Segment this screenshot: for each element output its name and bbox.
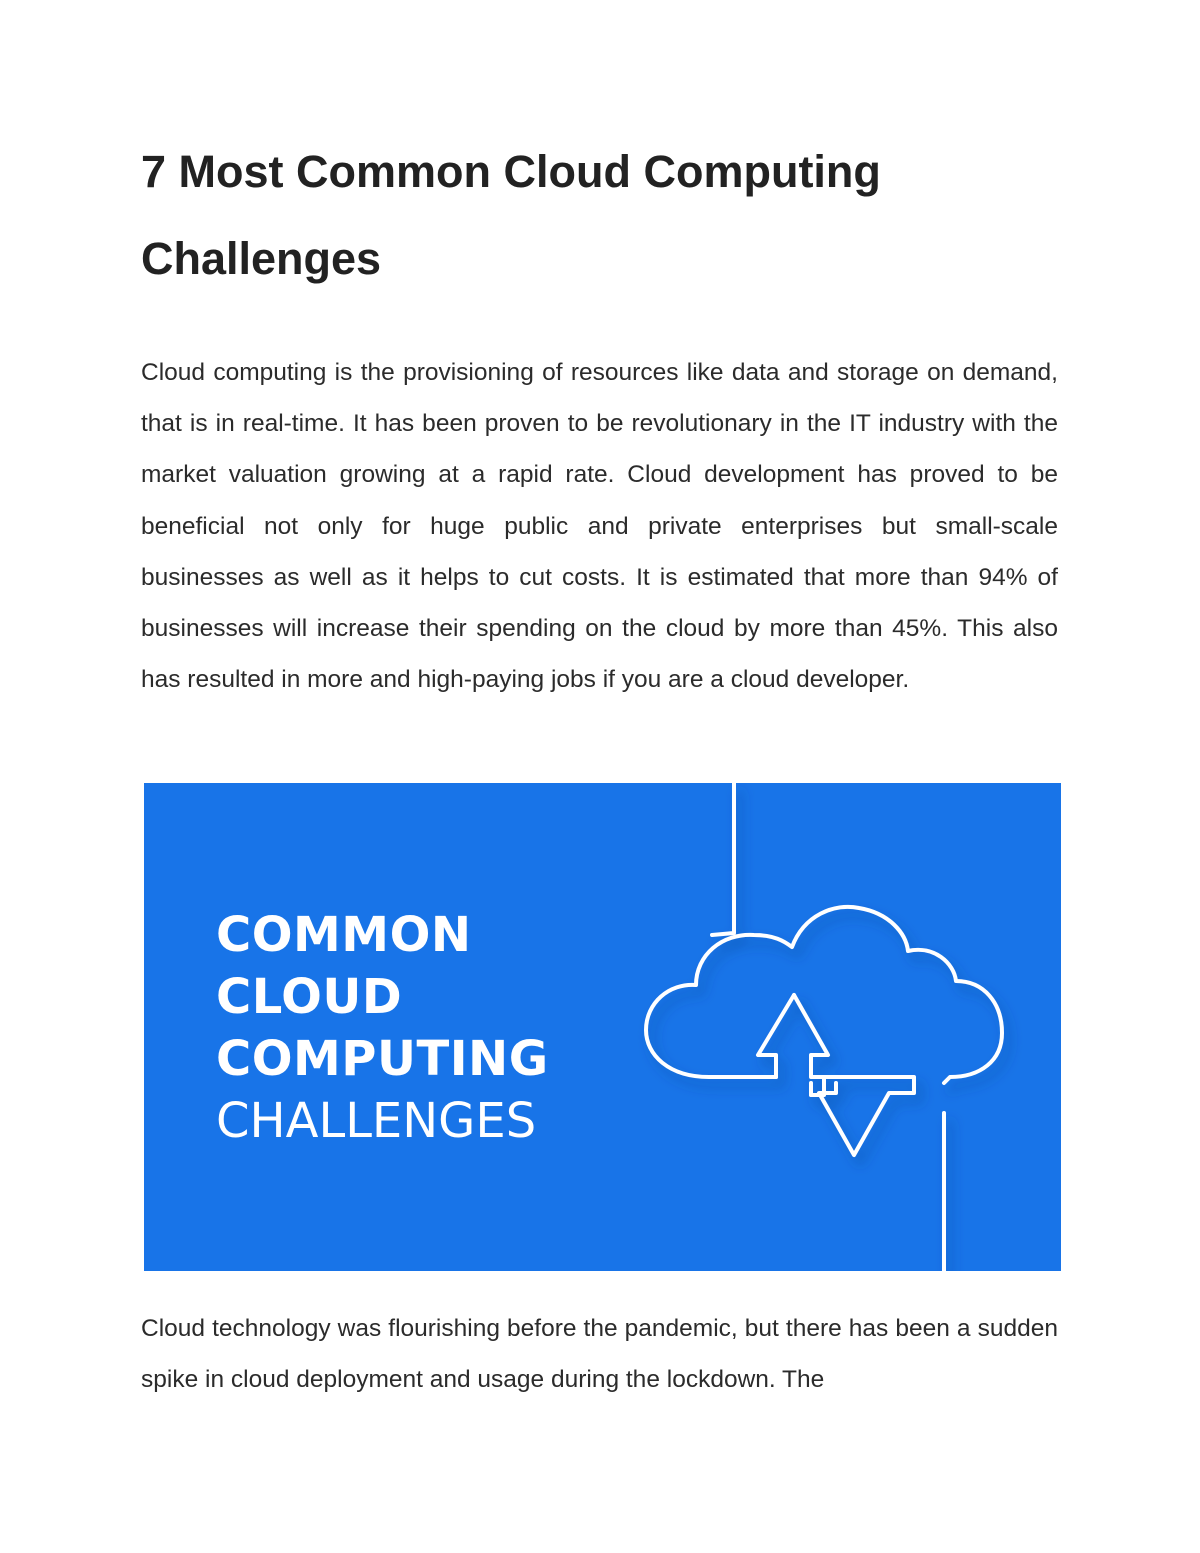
intro-paragraph: Cloud computing is the provisioning of resources like data and storage on demand, that is in real-time. It has been proven to be revolutionary in the IT industry with the market valuation growing at a rapid rate. Cloud development has proved to be beneficial not only for huge public and private enterprises but small-scale businesses as well as it helps to cut costs. It is estimated that more than 94% of businesses will increase their spending on the cloud by more than 45%. This also has resulted in more and high-paying jobs if you are a cloud developer. [141,359,1058,694]
banner-line-common: COMMON [216,907,472,963]
page-title: 7 Most Common Cloud Computing Challenges [141,146,881,284]
cloud-upload-download-icon [144,783,1061,1271]
second-paragraph: Cloud technology was flourishing before the pandemic, but there has been a sudden spike in cloud deployment and usage during the lockdown. The [141,1315,1058,1394]
banner-line-computing: COMPUTING [216,1031,549,1087]
banner-line-cloud: CLOUD [216,969,403,1025]
banner-image [144,783,1061,1271]
banner-line-challenges: CHALLENGES [216,1093,537,1149]
